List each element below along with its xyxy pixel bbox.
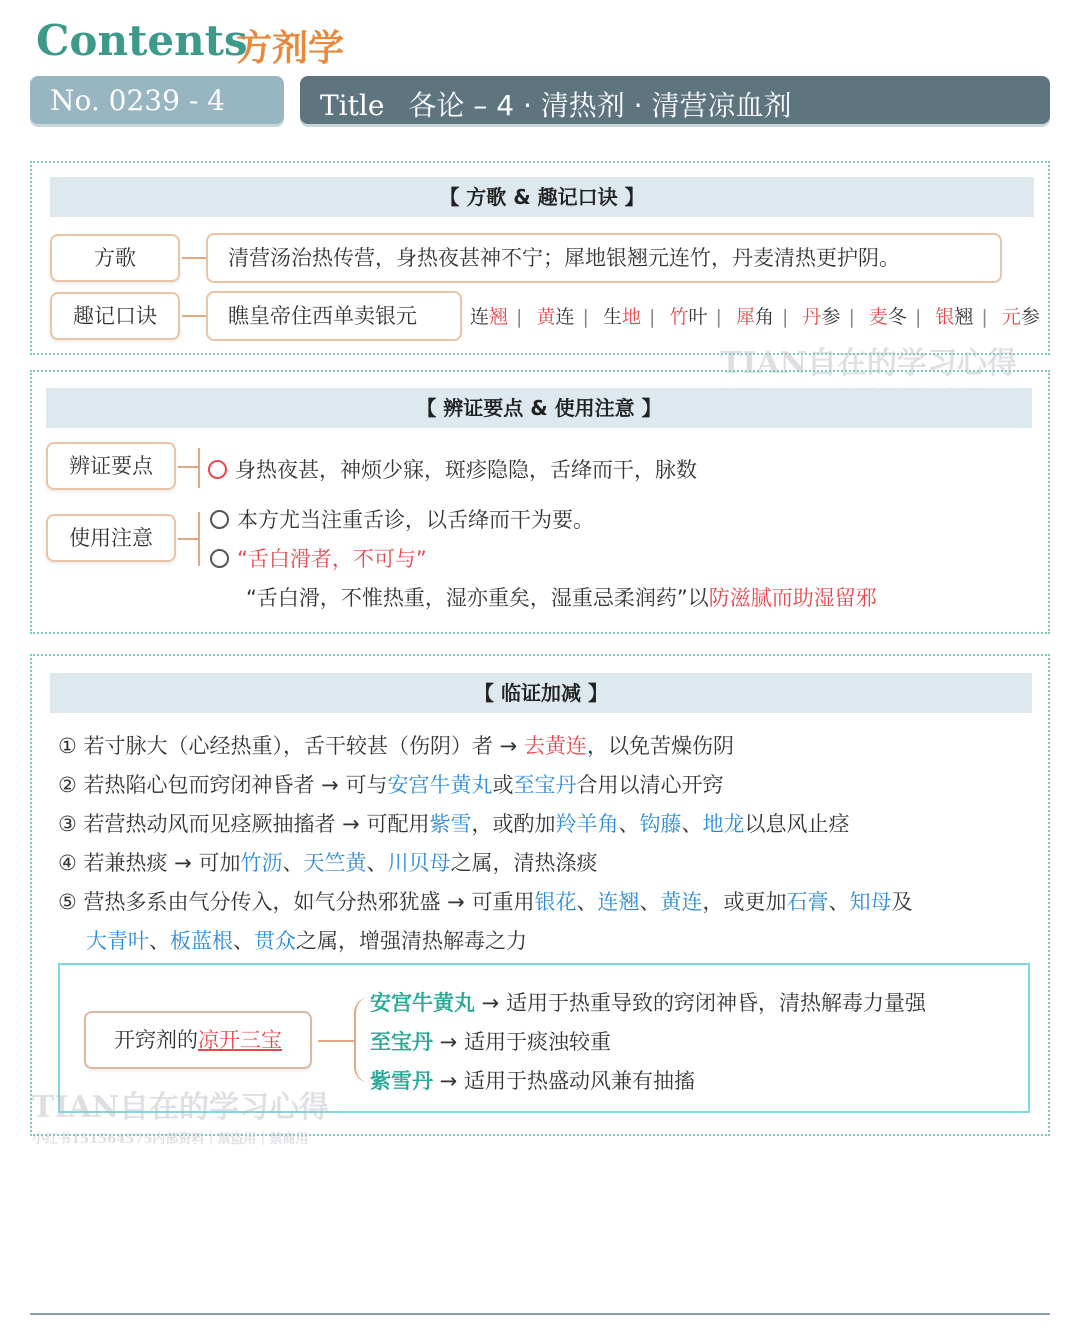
herb-key-char: 犀: [735, 306, 755, 328]
herb-key-char: 丹: [802, 306, 822, 328]
list-item: ⑤ 营热多系由气分传入，如气分热邪犹盛 → 可重用银花、连翘、黄连，或更加石膏、知母及: [58, 890, 913, 914]
treasure-row: 至宝丹 → 适用于痰浊较重: [370, 1030, 611, 1054]
song-label: 方歌: [50, 234, 180, 282]
list-item: ③ 若营热动风而见痉厥抽搐者 → 可配用紫雪，或酌加羚羊角、钩藤、地龙以息风止痉: [58, 812, 850, 836]
document-number: No. 0239 - 4: [30, 76, 284, 124]
title-bar: [300, 76, 1050, 124]
herb-key-char: 翘: [489, 306, 509, 328]
key-points-text: 身热夜甚，神烦少寐，斑疹隐隐，舌绛而干，脉数: [208, 454, 697, 484]
herb-item: 参: [1020, 306, 1040, 328]
page-title: 各论 – 4 · 清热剂 · 清营凉血剂: [408, 89, 792, 122]
circle-bullet-icon: [210, 510, 229, 529]
herb-item: 连: [470, 306, 490, 328]
contents-label: Contents: [36, 16, 248, 65]
herb-item: 叶: [688, 306, 708, 328]
herb-key-char: 竹: [669, 306, 689, 328]
list-item-continuation: 大青叶、板蓝根、贯众之属，增强清热解毒之力: [86, 929, 527, 953]
usage-note-2: “舌白滑者，不可与”: [210, 543, 427, 573]
herb-item: 连: [555, 306, 575, 328]
modifications-section-header: 【 临证加减 】: [50, 673, 1032, 713]
title-label: Title: [320, 89, 385, 122]
footer-divider: [30, 1313, 1050, 1315]
herb-key-char: 黄: [536, 306, 556, 328]
connector-line: [178, 538, 200, 540]
herb-key-char: 麦: [868, 306, 888, 328]
song-text-box: 清营汤治热传营，身热夜甚神不宁；犀地银翘元连竹，丹麦清热更护阴。: [206, 233, 1002, 283]
connector-line: [182, 315, 206, 317]
trick-label: 趣记口诀: [50, 292, 180, 340]
treasure-row: 安宫牛黄丸 → 适用于热重导致的窍闭神昏，清热解毒力量强: [370, 991, 926, 1015]
usage-note-3: “舌白滑，不惟热重，湿亦重矣，湿重忌柔润药”以防滋腻而助湿留邪: [246, 586, 877, 610]
bracket-line: [198, 448, 200, 488]
circle-bullet-icon: [208, 460, 227, 479]
connector-line: [182, 257, 206, 259]
list-item: ① 若寸脉大（心经热重），舌干较甚（伤阴）者 → 去黄连，以免苦燥伤阴: [58, 734, 734, 758]
list-item: ④ 若兼热痰 → 可加竹沥、天竺黄、川贝母之属，清热涤痰: [58, 851, 598, 875]
trick-text-box: 瞧皇帝住西单卖银元: [206, 291, 462, 341]
subject-title: 方剂学: [236, 28, 345, 69]
herb-item: 生: [602, 306, 622, 328]
herb-key-char: 银: [935, 306, 955, 328]
herb-key-char: 元: [1001, 306, 1021, 328]
herb-item: 冬: [887, 306, 907, 328]
key-points-label: 辨证要点: [46, 442, 176, 490]
brace-icon: [354, 997, 370, 1083]
connector-line: [178, 466, 200, 468]
watermark: TIAN自在的学习心得 小红书151564575内部资料｜禁盗用｜禁商用: [32, 1090, 330, 1147]
treasure-row: 紫雪丹 → 适用于热盛动风兼有抽搐: [370, 1069, 695, 1093]
herb-item: 角: [754, 306, 774, 328]
bracket-line: [198, 512, 200, 566]
circle-bullet-icon: [210, 549, 229, 568]
usage-note-1: 本方尤当注重舌诊，以舌绛而干为要。: [210, 504, 594, 534]
usage-notes-label: 使用注意: [46, 514, 176, 562]
watermark: TIAN自在的学习心得: [720, 346, 1018, 381]
herb-key-char: 地: [621, 306, 641, 328]
three-treasures-label: 开窍剂的凉开三宝: [84, 1011, 312, 1069]
list-item: ② 若热陷心包而窍闭神昏者 → 可与安宫牛黄丸或至宝丹合用以清心开窍: [58, 773, 724, 797]
herb-item: 参: [821, 306, 841, 328]
herb-mnemonic-list: 连翘 | 黄连 | 生地 | 竹叶 | 犀角 | 丹参 | 麦冬 | 银翘 | 元参: [470, 306, 1040, 328]
herb-item: 翘: [954, 306, 974, 328]
modifications-list: [58, 727, 912, 961]
song-section-header: 【 方歌 & 趣记口诀 】: [50, 177, 1034, 217]
diagnosis-section-header: 【 辨证要点 & 使用注意 】: [46, 388, 1032, 428]
connector-line: [318, 1040, 354, 1042]
